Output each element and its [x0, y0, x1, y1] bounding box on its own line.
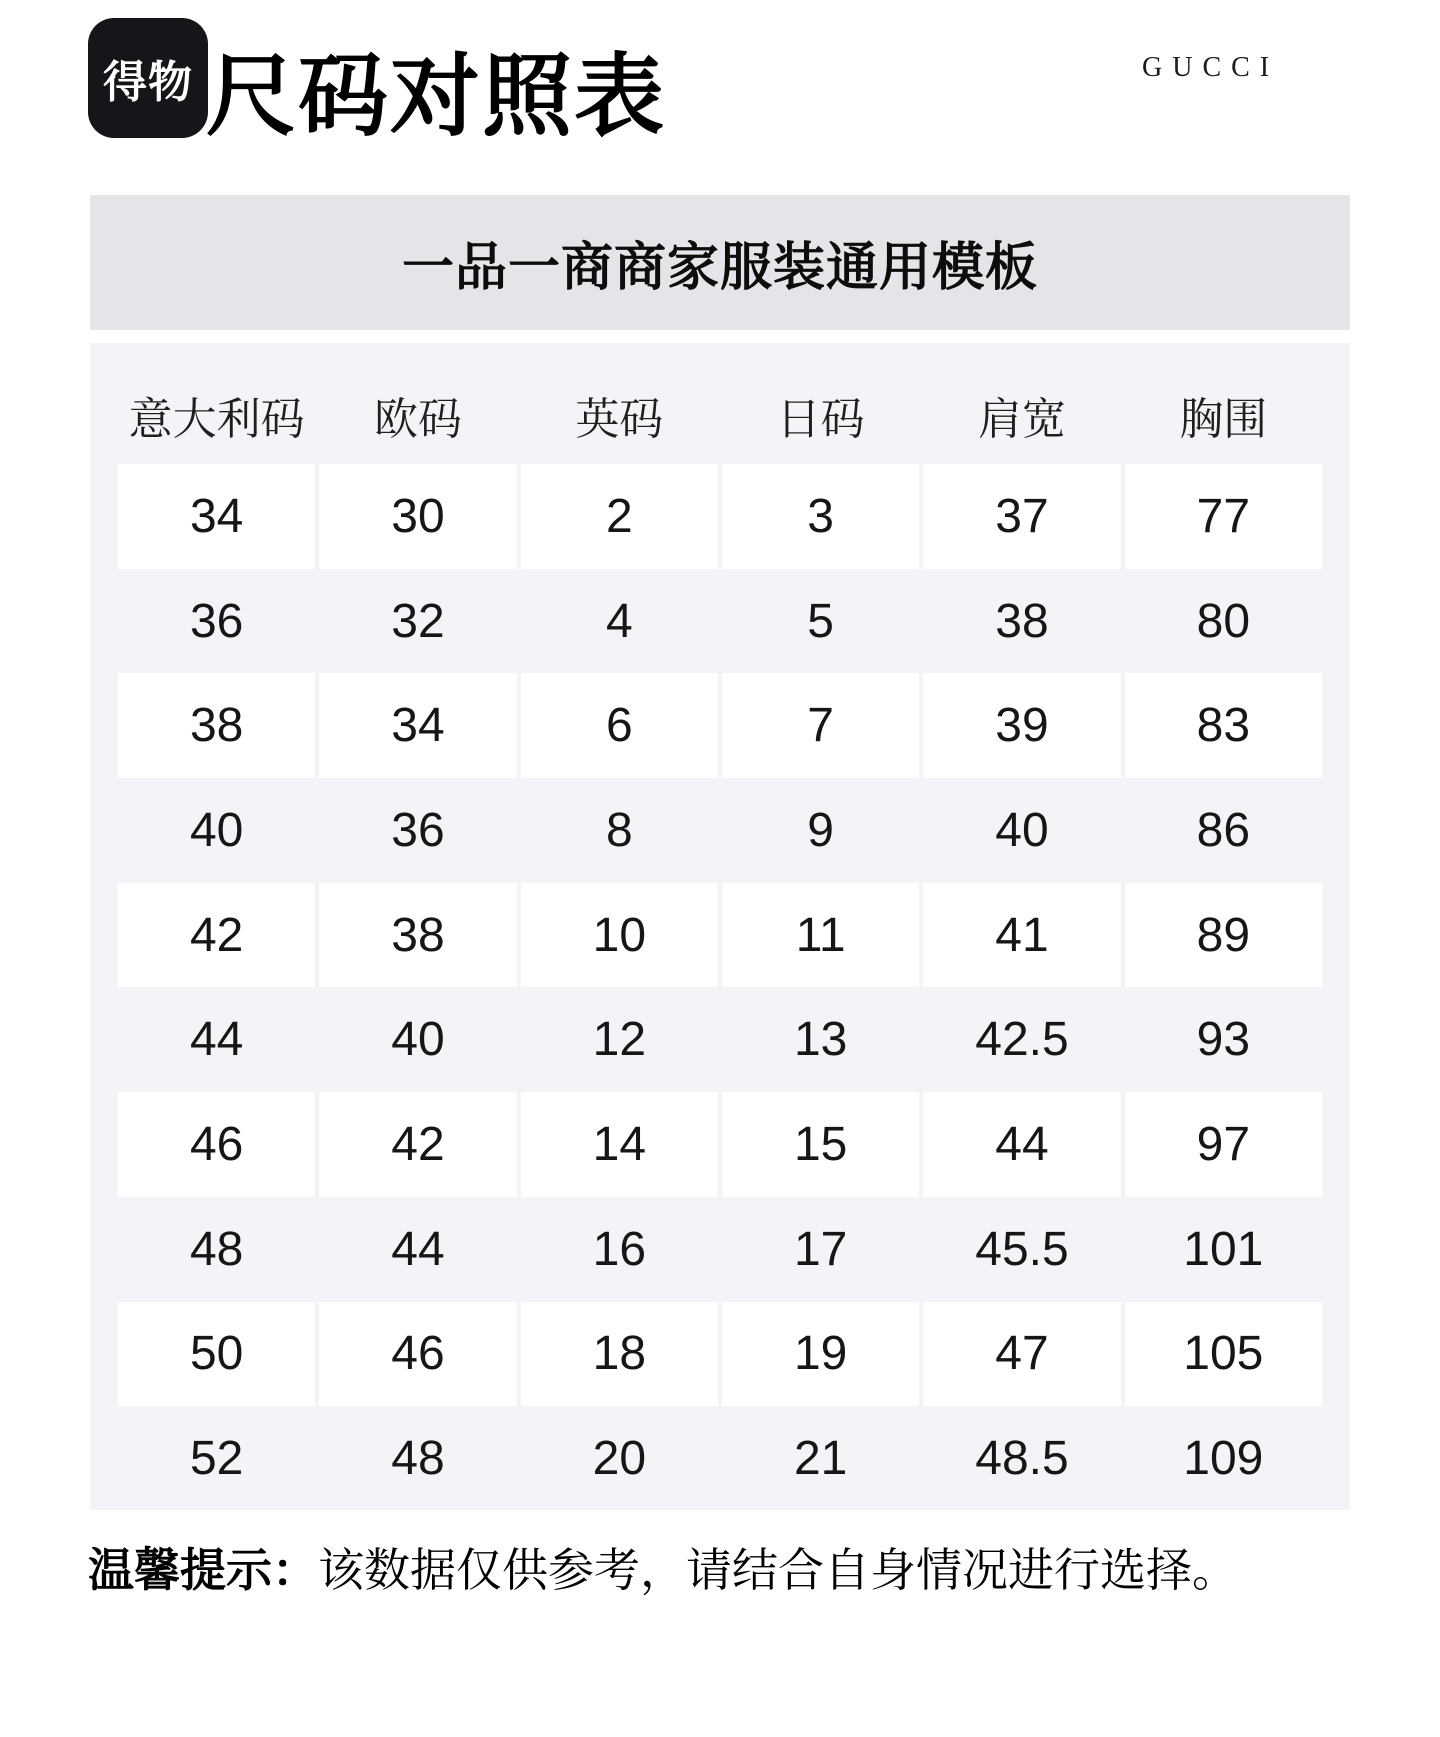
table-cell: 46: [319, 1302, 516, 1407]
dewu-logo: [88, 18, 208, 138]
table-cell: 47: [923, 1302, 1120, 1407]
table-row: [90, 1092, 1350, 1197]
table-cell: 6: [521, 673, 718, 778]
table-cell: 13: [793, 1013, 848, 1067]
template-banner-title: 一品一商商家服装通用模板: [401, 239, 1038, 297]
notice-text: 该数据仅供参考，请结合自身情况进行选择。: [318, 1544, 1238, 1596]
table-cell: 38: [118, 673, 315, 778]
table-cell: 17: [793, 1222, 848, 1276]
table-cell: 7: [722, 673, 919, 778]
table-cell: 48: [189, 1222, 244, 1276]
table-cell: 20: [592, 1432, 647, 1486]
table-row: [90, 569, 1350, 674]
column-header: 肩宽: [977, 394, 1066, 444]
brand-name: GUCCI: [1142, 52, 1280, 83]
table-cell: 83: [1125, 673, 1322, 778]
column-header: 英码: [575, 394, 664, 444]
table-row: [90, 1197, 1350, 1302]
table-cell: 19: [722, 1302, 919, 1407]
table-cell: 77: [1125, 464, 1322, 569]
table-cell: 37: [923, 464, 1120, 569]
table-cell: 44: [391, 1222, 445, 1276]
table-cell: 11: [722, 883, 919, 988]
table-cell: 36: [391, 803, 445, 857]
table-cell: 97: [1125, 1092, 1322, 1197]
table-cell: 52: [189, 1432, 244, 1486]
table-row: [90, 778, 1350, 883]
table-cell: 42.5: [975, 1013, 1069, 1067]
table-cell: 14: [521, 1092, 718, 1197]
column-header: 胸围: [1179, 394, 1268, 444]
table-cell: 5: [807, 594, 834, 648]
table-cell: 12: [592, 1013, 647, 1067]
table-cell: 109: [1183, 1432, 1264, 1486]
table-cell: 21: [793, 1432, 848, 1486]
notice-label: 温馨提示：: [88, 1544, 318, 1596]
table-cell: 48.5: [975, 1432, 1069, 1486]
table-cell: 86: [1196, 803, 1251, 857]
column-header: 欧码: [373, 394, 462, 444]
page-title: 尺码对照表: [206, 47, 666, 147]
table-cell: 80: [1196, 594, 1251, 648]
dewu-logo-text: 得物: [103, 58, 193, 107]
table-cell: 50: [118, 1302, 315, 1407]
table-header-row: [90, 343, 1350, 464]
table-cell: 34: [319, 673, 516, 778]
table-cell: 2: [521, 464, 718, 569]
column-header: 日码: [776, 394, 865, 444]
table-cell: 42: [319, 1092, 516, 1197]
table-cell: 15: [722, 1092, 919, 1197]
table-cell: 44: [923, 1092, 1120, 1197]
table-cell: 93: [1196, 1013, 1251, 1067]
table-cell: 89: [1125, 883, 1322, 988]
column-header: 意大利码: [128, 394, 305, 444]
table-cell: 41: [923, 883, 1120, 988]
table-row: [90, 987, 1350, 1092]
table-cell: 34: [118, 464, 315, 569]
notice: [88, 1534, 1238, 1600]
table-cell: 40: [189, 803, 244, 857]
table-cell: 45.5: [975, 1222, 1069, 1276]
table-cell: 8: [605, 803, 633, 857]
table-cell: 16: [592, 1222, 647, 1276]
table-cell: 40: [995, 803, 1049, 857]
table-row: [90, 1406, 1350, 1511]
table-cell: 105: [1125, 1302, 1322, 1407]
table-cell: 46: [118, 1092, 315, 1197]
table-cell: 18: [521, 1302, 718, 1407]
table-cell: 48: [391, 1432, 445, 1486]
table-cell: 10: [521, 883, 718, 988]
table-cell: 36: [189, 594, 244, 648]
table-cell: 38: [319, 883, 516, 988]
size-table: [90, 343, 1350, 1510]
table-cell: 30: [319, 464, 516, 569]
table-cell: 38: [995, 594, 1049, 648]
table-cell: 4: [605, 594, 633, 648]
table-row: [90, 673, 1350, 778]
table-cell: 39: [923, 673, 1120, 778]
table-cell: 44: [189, 1013, 244, 1067]
table-row: [90, 464, 1350, 569]
table-cell: 101: [1183, 1222, 1264, 1276]
table-cell: 40: [391, 1013, 445, 1067]
table-cell: 9: [807, 803, 834, 857]
table-body: [90, 464, 1350, 1511]
table-row: [90, 1302, 1350, 1407]
template-banner: [90, 195, 1350, 330]
table-row: [90, 883, 1350, 988]
table-cell: 3: [722, 464, 919, 569]
table-cell: 32: [391, 594, 445, 648]
table-cell: 42: [118, 883, 315, 988]
